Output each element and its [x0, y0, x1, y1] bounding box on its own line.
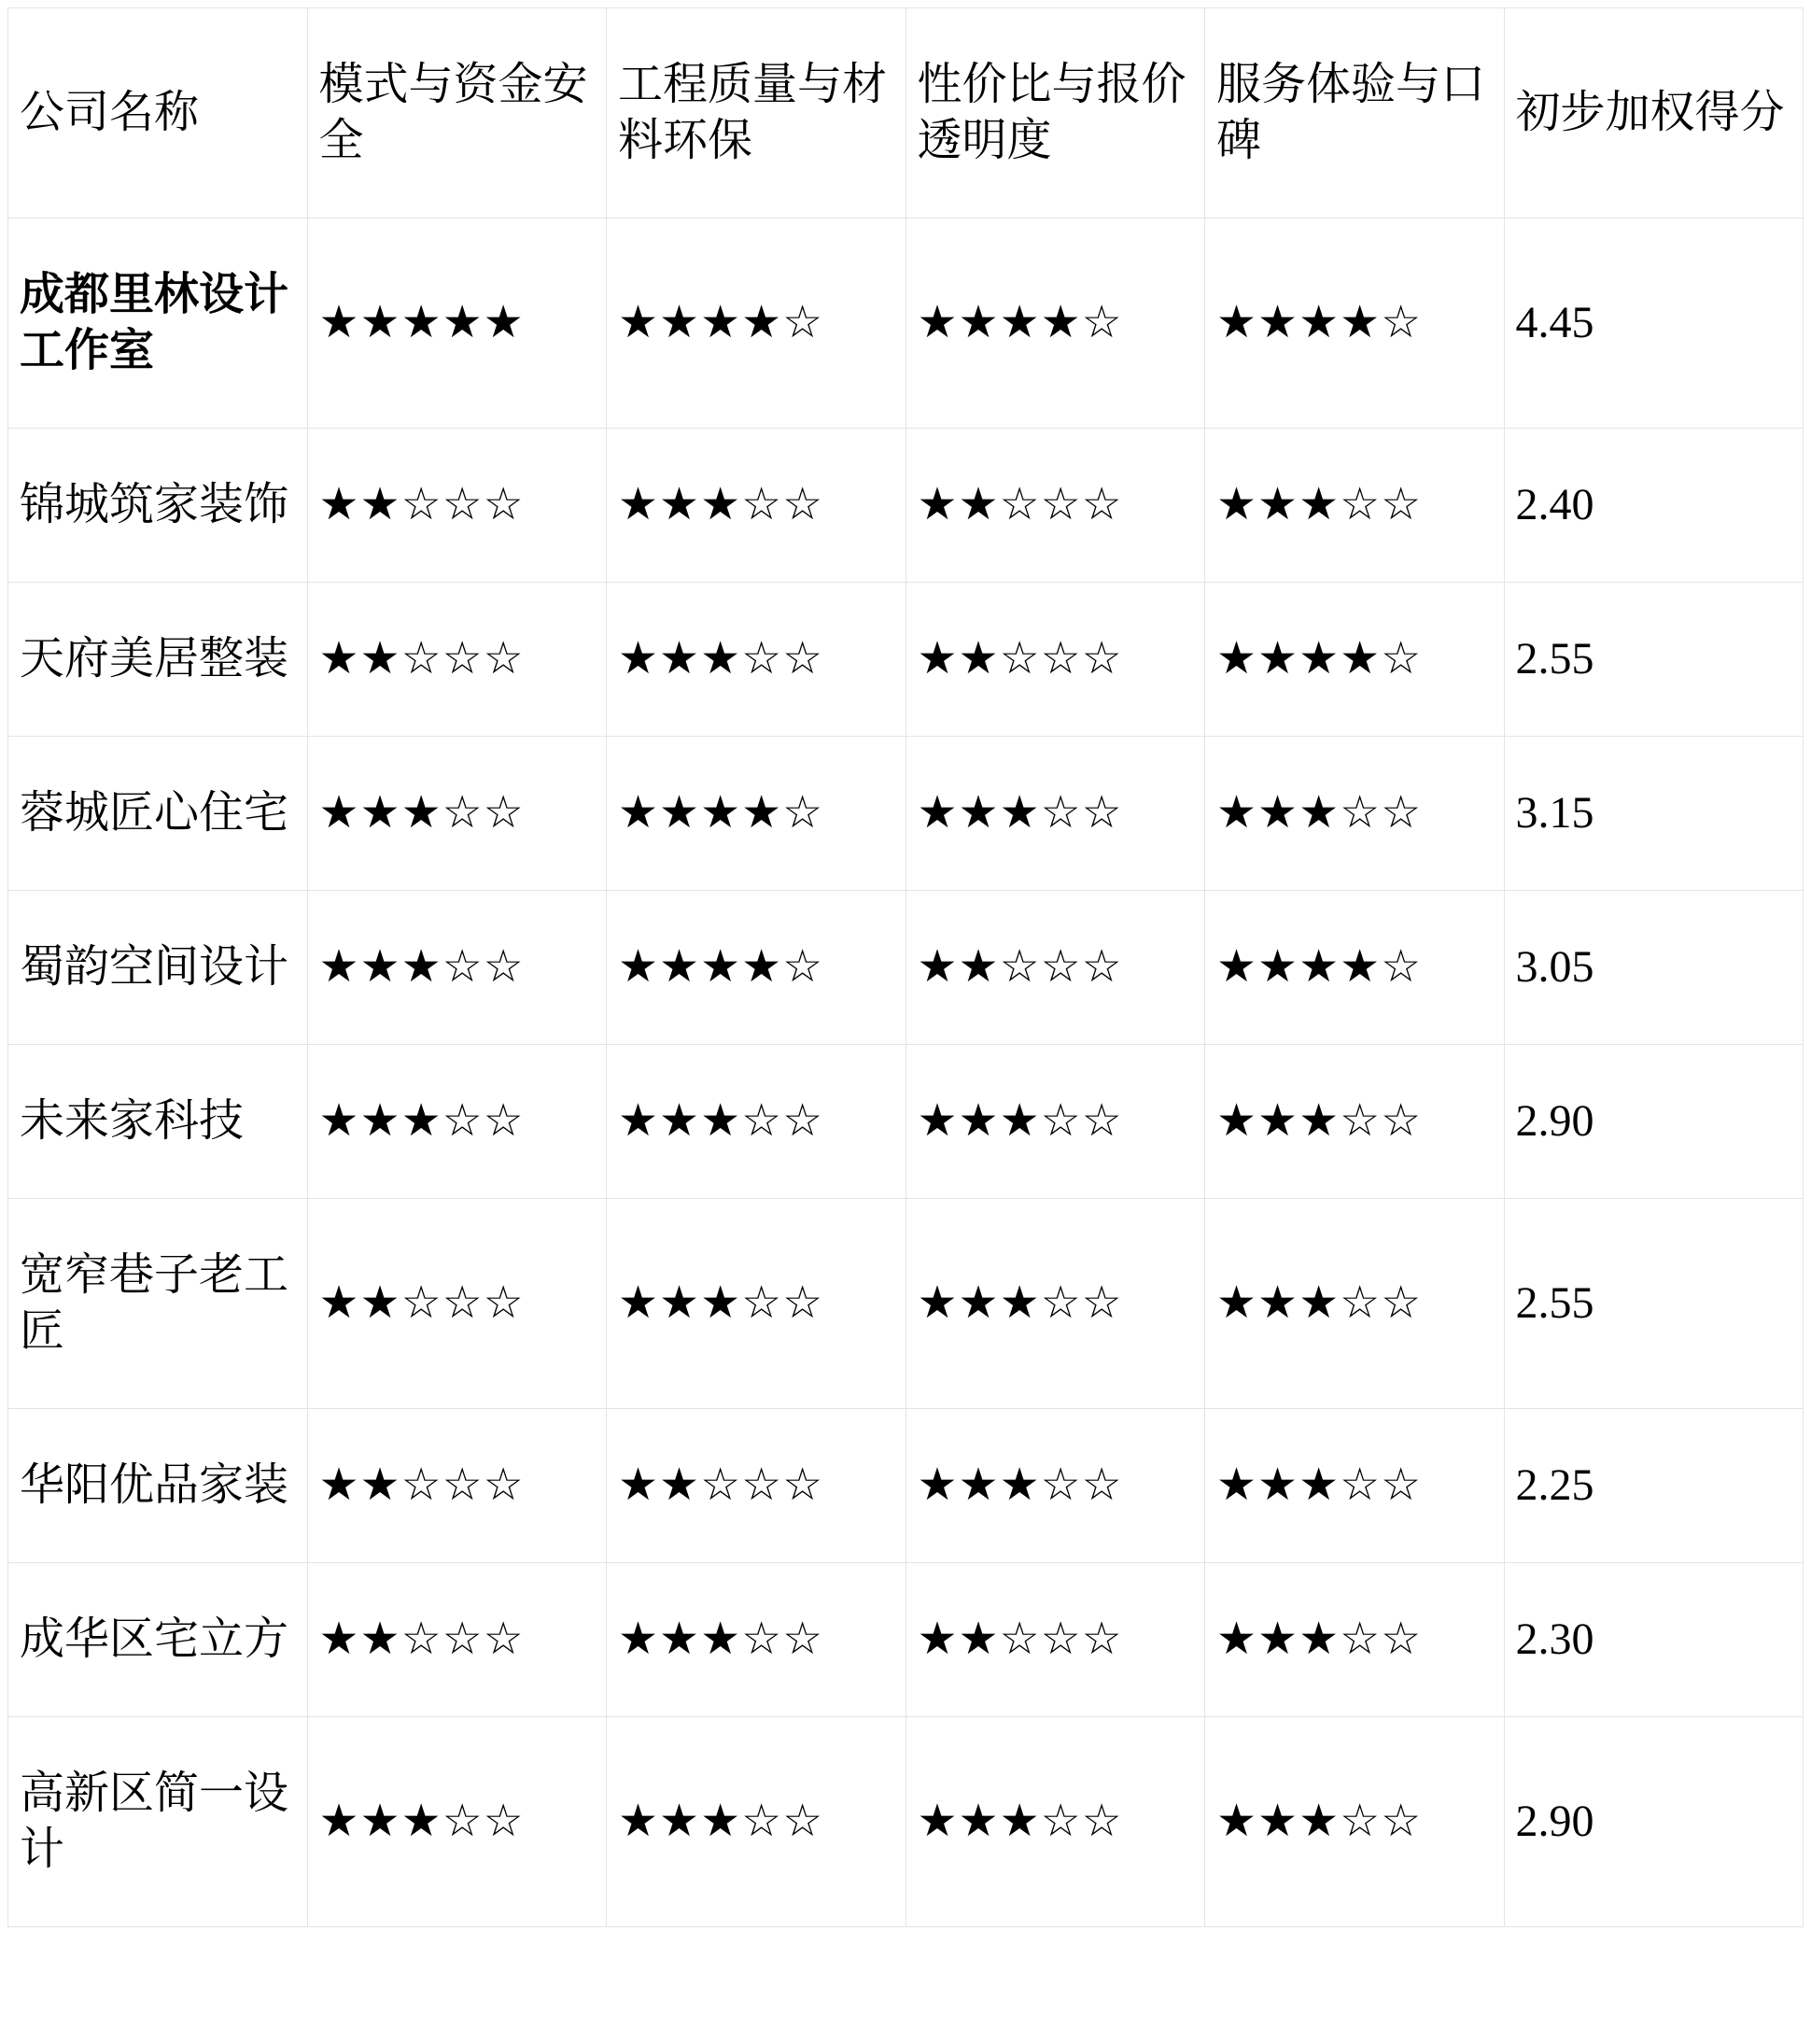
table-row: [8, 1717, 1804, 1927]
rating-stars-model_fund_safety: ★★☆☆☆: [307, 1563, 607, 1717]
rating-stars-service_reputation: ★★★☆☆: [1205, 1045, 1505, 1199]
rating-stars-quality_materials: ★★★★☆: [607, 737, 906, 891]
table-row: [8, 1563, 1804, 1717]
rating-stars-quality_materials: ★★★☆☆: [607, 583, 906, 737]
company-name-cell: 宽窄巷子老工匠: [8, 1199, 308, 1409]
rating-stars-service_reputation: ★★★☆☆: [1205, 429, 1505, 583]
table-row: [8, 737, 1804, 891]
rating-stars-model_fund_safety: ★★★☆☆: [307, 737, 607, 891]
rating-stars-model_fund_safety: ★★☆☆☆: [307, 429, 607, 583]
header-quality-materials: 工程质量与材料环保: [607, 8, 906, 218]
rating-stars-quality_materials: ★★★★☆: [607, 218, 906, 429]
score-cell: 2.55: [1504, 1199, 1804, 1409]
table-row: [8, 1199, 1804, 1409]
rating-stars-quality_materials: ★★★☆☆: [607, 429, 906, 583]
company-name-cell: 成都里林设计工作室: [8, 218, 308, 429]
rating-stars-value_transparency: ★★★☆☆: [906, 737, 1205, 891]
rating-stars-value_transparency: ★★★☆☆: [906, 1409, 1205, 1563]
table-row: [8, 429, 1804, 583]
header-model-fund-safety: 模式与资金安全: [307, 8, 607, 218]
company-name-cell: 成华区宅立方: [8, 1563, 308, 1717]
header-service-reputation: 服务体验与口碑: [1205, 8, 1505, 218]
table-row: [8, 891, 1804, 1045]
score-cell: 2.55: [1504, 583, 1804, 737]
rating-stars-quality_materials: ★★★☆☆: [607, 1717, 906, 1927]
table-body: [8, 218, 1804, 1927]
score-cell: 4.45: [1504, 218, 1804, 429]
company-name-cell: 蓉城匠心住宅: [8, 737, 308, 891]
score-cell: 3.05: [1504, 891, 1804, 1045]
rating-stars-service_reputation: ★★★★☆: [1205, 891, 1505, 1045]
company-name-cell: 天府美居整装: [8, 583, 308, 737]
rating-stars-value_transparency: ★★☆☆☆: [906, 1563, 1205, 1717]
rating-stars-service_reputation: ★★★☆☆: [1205, 1717, 1505, 1927]
rating-stars-model_fund_safety: ★★★★★: [307, 218, 607, 429]
rating-stars-value_transparency: ★★☆☆☆: [906, 429, 1205, 583]
rating-stars-value_transparency: ★★★★☆: [906, 218, 1205, 429]
rating-stars-model_fund_safety: ★★★☆☆: [307, 1717, 607, 1927]
rating-stars-service_reputation: ★★★★☆: [1205, 583, 1505, 737]
company-name-cell: 华阳优品家装: [8, 1409, 308, 1563]
rating-stars-service_reputation: ★★★☆☆: [1205, 1563, 1505, 1717]
score-cell: 2.30: [1504, 1563, 1804, 1717]
rating-stars-model_fund_safety: ★★★☆☆: [307, 1045, 607, 1199]
score-cell: 2.25: [1504, 1409, 1804, 1563]
table-row: [8, 218, 1804, 429]
table-row: [8, 1409, 1804, 1563]
rating-stars-value_transparency: ★★☆☆☆: [906, 891, 1205, 1045]
rating-stars-service_reputation: ★★★☆☆: [1205, 1199, 1505, 1409]
company-name-cell: 未来家科技: [8, 1045, 308, 1199]
rating-stars-value_transparency: ★★★☆☆: [906, 1045, 1205, 1199]
rating-stars-quality_materials: ★★★☆☆: [607, 1199, 906, 1409]
company-name-cell: 高新区简一设计: [8, 1717, 308, 1927]
rating-stars-model_fund_safety: ★★☆☆☆: [307, 1199, 607, 1409]
rating-stars-model_fund_safety: ★★☆☆☆: [307, 583, 607, 737]
table-header: [8, 8, 1804, 218]
rating-stars-quality_materials: ★★★☆☆: [607, 1045, 906, 1199]
company-name-cell: 蜀韵空间设计: [8, 891, 308, 1045]
rating-stars-value_transparency: ★★★☆☆: [906, 1717, 1205, 1927]
header-weighted-score: 初步加权得分: [1504, 8, 1804, 218]
header-value-transparency: 性价比与报价透明度: [906, 8, 1205, 218]
company-name-cell: 锦城筑家装饰: [8, 429, 308, 583]
table-row: [8, 1045, 1804, 1199]
rating-stars-service_reputation: ★★★☆☆: [1205, 737, 1505, 891]
rating-stars-service_reputation: ★★★☆☆: [1205, 1409, 1505, 1563]
table-row: [8, 583, 1804, 737]
rating-stars-quality_materials: ★★★☆☆: [607, 1563, 906, 1717]
rating-stars-quality_materials: ★★☆☆☆: [607, 1409, 906, 1563]
rating-stars-quality_materials: ★★★★☆: [607, 891, 906, 1045]
header-row: [8, 8, 1804, 218]
score-cell: 2.40: [1504, 429, 1804, 583]
rating-stars-value_transparency: ★★★☆☆: [906, 1199, 1205, 1409]
rating-stars-service_reputation: ★★★★☆: [1205, 218, 1505, 429]
header-company-name: 公司名称: [8, 8, 308, 218]
company-rating-table: [7, 7, 1804, 1927]
rating-stars-model_fund_safety: ★★☆☆☆: [307, 1409, 607, 1563]
score-cell: 3.15: [1504, 737, 1804, 891]
score-cell: 2.90: [1504, 1717, 1804, 1927]
rating-stars-value_transparency: ★★☆☆☆: [906, 583, 1205, 737]
score-cell: 2.90: [1504, 1045, 1804, 1199]
rating-stars-model_fund_safety: ★★★☆☆: [307, 891, 607, 1045]
